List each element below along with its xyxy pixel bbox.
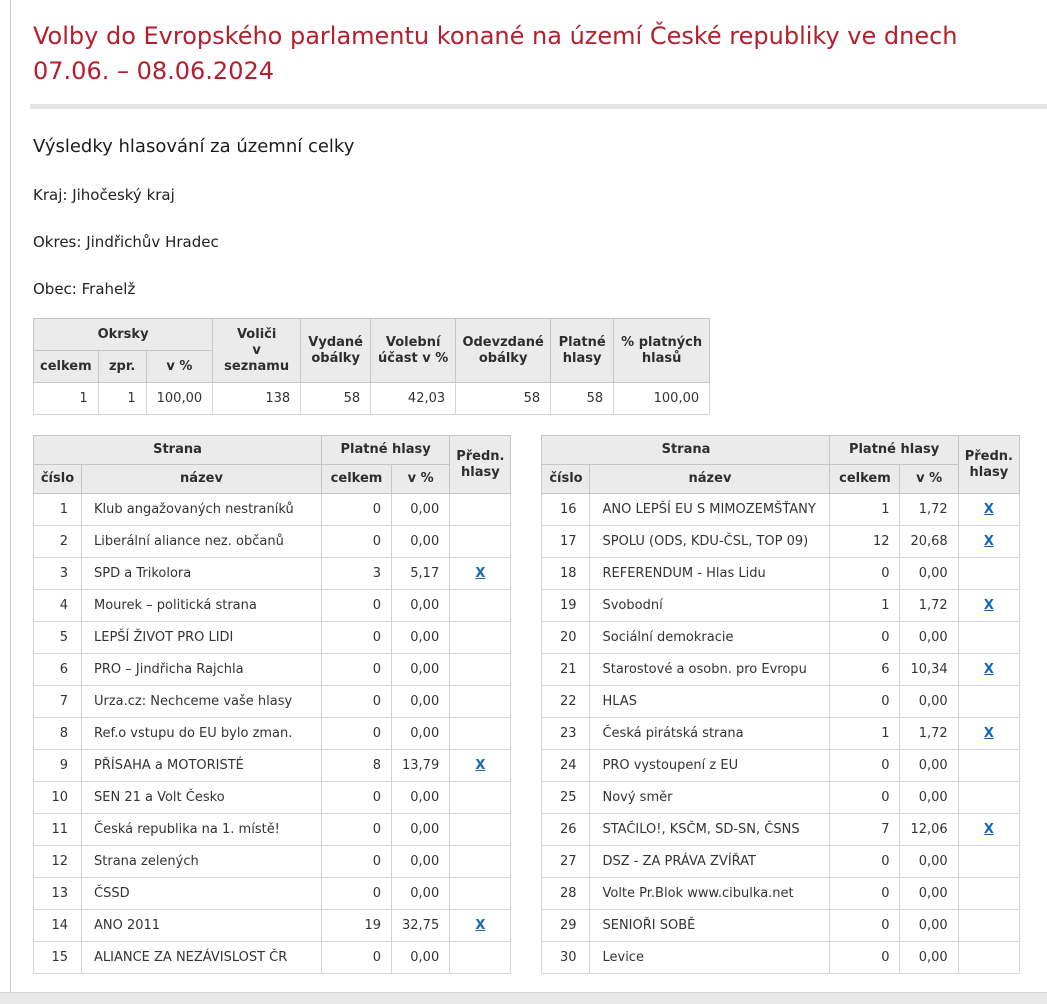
party-name: HLAS bbox=[590, 686, 830, 718]
party-number: 30 bbox=[542, 942, 590, 974]
party-votes-total: 0 bbox=[830, 878, 900, 910]
party-tables-container bbox=[33, 435, 1047, 974]
party-votes-total: 1 bbox=[830, 590, 900, 622]
party-votes-total: 0 bbox=[322, 846, 392, 878]
party-row bbox=[34, 814, 511, 846]
party-pref-cell bbox=[958, 654, 1019, 686]
header-okrsky-celkem: celkem bbox=[34, 351, 99, 383]
party-number: 26 bbox=[542, 814, 590, 846]
party-row bbox=[34, 558, 511, 590]
region-kraj bbox=[33, 186, 1047, 204]
party-name: REFERENDUM - Hlas Lidu bbox=[590, 558, 830, 590]
party-pref-cell bbox=[958, 814, 1019, 846]
party-row bbox=[34, 878, 511, 910]
party-name: Mourek – politická strana bbox=[82, 590, 322, 622]
page-title bbox=[33, 19, 1047, 89]
party-votes-total: 0 bbox=[830, 558, 900, 590]
party-votes-percent: 0,00 bbox=[392, 718, 450, 750]
party-votes-total: 0 bbox=[830, 942, 900, 974]
preferential-votes-link[interactable]: X bbox=[475, 918, 486, 933]
party-votes-percent: 0,00 bbox=[900, 846, 958, 878]
party-row bbox=[542, 782, 1019, 814]
party-name: Klub angažovaných nestraníků bbox=[82, 494, 322, 526]
party-number: 11 bbox=[34, 814, 82, 846]
party-votes-total: 0 bbox=[322, 526, 392, 558]
party-row bbox=[34, 654, 511, 686]
party-name: SPOLU (ODS, KDU-ČSL, TOP 09) bbox=[590, 526, 830, 558]
party-votes-percent: 0,00 bbox=[900, 782, 958, 814]
okres-label: Okres: bbox=[33, 233, 82, 251]
party-name: Liberální aliance nez. občanů bbox=[82, 526, 322, 558]
party-votes-percent: 10,34 bbox=[900, 654, 958, 686]
page-title-line2: 07.06. – 08.06.2024 bbox=[33, 57, 275, 85]
party-number: 18 bbox=[542, 558, 590, 590]
party-row bbox=[34, 942, 511, 974]
party-votes-total: 0 bbox=[322, 622, 392, 654]
frame-bottom-strip bbox=[0, 992, 1047, 1004]
kraj-label: Kraj: bbox=[33, 186, 68, 204]
party-name: Nový směr bbox=[590, 782, 830, 814]
header-platne-hlasy-group: Platné hlasy bbox=[322, 436, 450, 465]
party-row bbox=[34, 782, 511, 814]
header-v-pct: v % bbox=[392, 465, 450, 494]
party-number: 3 bbox=[34, 558, 82, 590]
header-predn-hlasy: Předn. hlasy bbox=[958, 436, 1019, 494]
party-number: 6 bbox=[34, 654, 82, 686]
section-title: Výsledky hlasování za územní celky bbox=[33, 136, 355, 157]
party-votes-percent: 0,00 bbox=[392, 686, 450, 718]
party-pref-cell bbox=[958, 494, 1019, 526]
party-votes-total: 8 bbox=[322, 750, 392, 782]
party-row bbox=[34, 526, 511, 558]
page-title-line1: Volby do Evropského parlamentu konané na území České republiky ve dnech bbox=[33, 22, 958, 50]
platne-hlasy-value: 58 bbox=[551, 383, 614, 415]
party-votes-total: 1 bbox=[830, 718, 900, 750]
party-pref-cell bbox=[450, 590, 511, 622]
summary-row bbox=[34, 383, 710, 415]
obec-label: Obec: bbox=[33, 280, 77, 298]
party-number: 15 bbox=[34, 942, 82, 974]
header-cislo: číslo bbox=[542, 465, 590, 494]
party-votes-percent: 0,00 bbox=[392, 494, 450, 526]
header-nazev: název bbox=[82, 465, 322, 494]
party-votes-percent: 1,72 bbox=[900, 718, 958, 750]
party-votes-percent: 1,72 bbox=[900, 494, 958, 526]
party-pref-cell bbox=[450, 782, 511, 814]
party-votes-total: 0 bbox=[322, 686, 392, 718]
header-predn-hlasy: Předn. hlasy bbox=[450, 436, 511, 494]
party-name: DSZ - ZA PRÁVA ZVÍŘAT bbox=[590, 846, 830, 878]
odevzdane-obalky-value: 58 bbox=[456, 383, 551, 415]
party-votes-total: 0 bbox=[322, 718, 392, 750]
party-votes-percent: 0,00 bbox=[392, 654, 450, 686]
party-votes-total: 0 bbox=[830, 622, 900, 654]
party-row bbox=[34, 590, 511, 622]
preferential-votes-link[interactable]: X bbox=[983, 726, 994, 741]
party-votes-percent: 0,00 bbox=[392, 846, 450, 878]
pct-platnych-hlasu-value: 100,00 bbox=[614, 383, 710, 415]
party-pref-cell bbox=[450, 558, 511, 590]
party-number: 2 bbox=[34, 526, 82, 558]
preferential-votes-link[interactable]: X bbox=[983, 662, 994, 677]
party-votes-percent: 12,06 bbox=[900, 814, 958, 846]
party-number: 24 bbox=[542, 750, 590, 782]
header-platne-hlasy-group: Platné hlasy bbox=[830, 436, 958, 465]
okrsky-celkem-value: 1 bbox=[34, 383, 99, 415]
party-number: 9 bbox=[34, 750, 82, 782]
party-pref-cell bbox=[450, 750, 511, 782]
party-pref-cell bbox=[450, 654, 511, 686]
party-pref-cell bbox=[958, 878, 1019, 910]
party-votes-percent: 0,00 bbox=[392, 814, 450, 846]
party-number: 27 bbox=[542, 846, 590, 878]
header-vydane-obalky: Vydané obálky bbox=[301, 319, 371, 383]
party-number: 29 bbox=[542, 910, 590, 942]
preferential-votes-link[interactable]: X bbox=[983, 822, 994, 837]
party-row bbox=[542, 590, 1019, 622]
party-name: Sociální demokracie bbox=[590, 622, 830, 654]
party-votes-total: 3 bbox=[322, 558, 392, 590]
party-pref-cell bbox=[958, 622, 1019, 654]
header-v-pct: v % bbox=[900, 465, 958, 494]
party-number: 28 bbox=[542, 878, 590, 910]
preferential-votes-link[interactable]: X bbox=[475, 566, 486, 581]
party-votes-percent: 1,72 bbox=[900, 590, 958, 622]
party-votes-percent: 0,00 bbox=[392, 782, 450, 814]
okres-value: Jindřichův Hradec bbox=[86, 233, 219, 251]
party-votes-total: 0 bbox=[322, 814, 392, 846]
party-row bbox=[542, 526, 1019, 558]
preferential-votes-link[interactable]: X bbox=[983, 598, 994, 613]
party-votes-total: 0 bbox=[830, 782, 900, 814]
party-votes-percent: 0,00 bbox=[900, 686, 958, 718]
party-number: 19 bbox=[542, 590, 590, 622]
party-number: 1 bbox=[34, 494, 82, 526]
party-pref-cell bbox=[958, 942, 1019, 974]
party-pref-cell bbox=[450, 526, 511, 558]
party-pref-cell bbox=[958, 526, 1019, 558]
party-name: SEN 21 a Volt Česko bbox=[82, 782, 322, 814]
party-votes-total: 19 bbox=[322, 910, 392, 942]
party-votes-percent: 0,00 bbox=[392, 526, 450, 558]
party-pref-cell bbox=[958, 910, 1019, 942]
header-cislo: číslo bbox=[34, 465, 82, 494]
party-votes-total: 6 bbox=[830, 654, 900, 686]
header-celkem: celkem bbox=[322, 465, 392, 494]
party-row bbox=[542, 718, 1019, 750]
header-platne-hlasy: Platné hlasy bbox=[551, 319, 614, 383]
party-pref-cell bbox=[450, 686, 511, 718]
party-number: 5 bbox=[34, 622, 82, 654]
party-pref-cell bbox=[450, 846, 511, 878]
party-number: 14 bbox=[34, 910, 82, 942]
party-row bbox=[542, 942, 1019, 974]
party-name: Ref.o vstupu do EU bylo zman. bbox=[82, 718, 322, 750]
region-okres bbox=[33, 233, 1047, 251]
party-pref-cell bbox=[450, 622, 511, 654]
header-volebni-ucast: Volební účast v % bbox=[371, 319, 456, 383]
party-row bbox=[542, 494, 1019, 526]
party-number: 20 bbox=[542, 622, 590, 654]
party-votes-total: 0 bbox=[322, 782, 392, 814]
party-table-right bbox=[541, 435, 1019, 974]
party-row bbox=[542, 558, 1019, 590]
party-votes-total: 7 bbox=[830, 814, 900, 846]
party-name: ANO LEPŠÍ EU S MIMOZEMŠŤANY bbox=[590, 494, 830, 526]
frame-left-border bbox=[10, 0, 11, 1004]
party-pref-cell bbox=[958, 558, 1019, 590]
party-votes-percent: 20,68 bbox=[900, 526, 958, 558]
party-votes-percent: 0,00 bbox=[392, 622, 450, 654]
obec-value: Frahelž bbox=[81, 280, 136, 298]
party-row bbox=[542, 846, 1019, 878]
party-votes-total: 0 bbox=[322, 942, 392, 974]
party-pref-cell bbox=[450, 814, 511, 846]
party-votes-percent: 0,00 bbox=[900, 878, 958, 910]
party-votes-percent: 13,79 bbox=[392, 750, 450, 782]
party-votes-percent: 0,00 bbox=[900, 622, 958, 654]
party-name: PŘÍSAHA a MOTORISTÉ bbox=[82, 750, 322, 782]
party-votes-percent: 0,00 bbox=[900, 558, 958, 590]
party-name: Urza.cz: Nechceme vaše hlasy bbox=[82, 686, 322, 718]
party-pref-cell bbox=[450, 942, 511, 974]
preferential-votes-link[interactable]: X bbox=[983, 534, 994, 549]
party-row bbox=[542, 814, 1019, 846]
party-votes-total: 0 bbox=[830, 846, 900, 878]
party-row bbox=[542, 878, 1019, 910]
party-row bbox=[34, 494, 511, 526]
party-pref-cell bbox=[958, 750, 1019, 782]
header-volici-v-seznamu: Voliči v seznamu bbox=[213, 319, 301, 383]
header-strana: Strana bbox=[542, 436, 830, 465]
header-okrsky-zpr: zpr. bbox=[98, 351, 146, 383]
party-name: ANO 2011 bbox=[82, 910, 322, 942]
party-number: 21 bbox=[542, 654, 590, 686]
party-row bbox=[542, 910, 1019, 942]
party-votes-percent: 0,00 bbox=[392, 590, 450, 622]
party-row bbox=[34, 622, 511, 654]
party-pref-cell bbox=[958, 782, 1019, 814]
party-votes-total: 0 bbox=[830, 750, 900, 782]
party-votes-percent: 0,00 bbox=[392, 942, 450, 974]
header-pct-platnych-hlasu: % platných hlasů bbox=[614, 319, 710, 383]
header-okrsky-v-pct: v % bbox=[146, 351, 213, 383]
party-number: 4 bbox=[34, 590, 82, 622]
party-number: 10 bbox=[34, 782, 82, 814]
party-row bbox=[34, 910, 511, 942]
party-number: 12 bbox=[34, 846, 82, 878]
party-name: Svobodní bbox=[590, 590, 830, 622]
party-votes-total: 0 bbox=[322, 494, 392, 526]
party-votes-total: 12 bbox=[830, 526, 900, 558]
party-number: 16 bbox=[542, 494, 590, 526]
party-row bbox=[542, 622, 1019, 654]
party-row bbox=[542, 686, 1019, 718]
party-name: PRO – Jindřicha Rajchla bbox=[82, 654, 322, 686]
party-pref-cell bbox=[450, 718, 511, 750]
header-nazev: název bbox=[590, 465, 830, 494]
party-votes-percent: 0,00 bbox=[392, 878, 450, 910]
party-number: 17 bbox=[542, 526, 590, 558]
party-name: ČSSD bbox=[82, 878, 322, 910]
party-row bbox=[34, 846, 511, 878]
party-name: Starostové a osobn. pro Evropu bbox=[590, 654, 830, 686]
party-name: LEPŠÍ ŽIVOT PRO LIDI bbox=[82, 622, 322, 654]
party-name: PRO vystoupení z EU bbox=[590, 750, 830, 782]
party-votes-percent: 32,75 bbox=[392, 910, 450, 942]
party-row bbox=[542, 654, 1019, 686]
party-pref-cell bbox=[450, 878, 511, 910]
header-strana: Strana bbox=[34, 436, 322, 465]
vydane-obalky-value: 58 bbox=[301, 383, 371, 415]
volebni-ucast-value: 42,03 bbox=[371, 383, 456, 415]
party-votes-total: 0 bbox=[830, 686, 900, 718]
party-number: 7 bbox=[34, 686, 82, 718]
party-row bbox=[34, 718, 511, 750]
party-row bbox=[34, 686, 511, 718]
party-votes-total: 0 bbox=[322, 654, 392, 686]
party-number: 25 bbox=[542, 782, 590, 814]
party-number: 23 bbox=[542, 718, 590, 750]
party-name: SPD a Trikolora bbox=[82, 558, 322, 590]
party-name: Česká republika na 1. místě! bbox=[82, 814, 322, 846]
okrsky-zpr-value: 1 bbox=[98, 383, 146, 415]
party-votes-percent: 0,00 bbox=[900, 910, 958, 942]
party-name: Česká pirátská strana bbox=[590, 718, 830, 750]
kraj-value: Jihočeský kraj bbox=[72, 186, 175, 204]
party-pref-cell bbox=[958, 846, 1019, 878]
party-pref-cell bbox=[450, 494, 511, 526]
region-obec bbox=[33, 280, 1047, 298]
party-name: ALIANCE ZA NEZÁVISLOST ČR bbox=[82, 942, 322, 974]
party-pref-cell bbox=[958, 590, 1019, 622]
preferential-votes-link[interactable]: X bbox=[983, 502, 994, 517]
summary-table bbox=[33, 318, 710, 415]
header-okrsky: Okrsky bbox=[34, 319, 213, 351]
party-row bbox=[542, 750, 1019, 782]
preferential-votes-link[interactable]: X bbox=[475, 758, 486, 773]
party-votes-percent: 5,17 bbox=[392, 558, 450, 590]
party-votes-total: 0 bbox=[830, 910, 900, 942]
party-votes-percent: 0,00 bbox=[900, 750, 958, 782]
party-table-left bbox=[33, 435, 511, 974]
party-number: 13 bbox=[34, 878, 82, 910]
header-celkem: celkem bbox=[830, 465, 900, 494]
party-name: Strana zelených bbox=[82, 846, 322, 878]
party-name: STAČILO!, KSČM, SD-SN, ČSNS bbox=[590, 814, 830, 846]
party-number: 22 bbox=[542, 686, 590, 718]
party-name: SENIOŘI SOBĚ bbox=[590, 910, 830, 942]
party-number: 8 bbox=[34, 718, 82, 750]
party-votes-total: 1 bbox=[830, 494, 900, 526]
party-votes-total: 0 bbox=[322, 878, 392, 910]
party-row bbox=[34, 750, 511, 782]
okrsky-v-pct-value: 100,00 bbox=[146, 383, 213, 415]
party-votes-percent: 0,00 bbox=[900, 942, 958, 974]
party-name: Levice bbox=[590, 942, 830, 974]
party-pref-cell bbox=[958, 718, 1019, 750]
party-pref-cell bbox=[450, 910, 511, 942]
header-odevzdane-obalky: Odevzdané obálky bbox=[456, 319, 551, 383]
party-pref-cell bbox=[958, 686, 1019, 718]
party-votes-total: 0 bbox=[322, 590, 392, 622]
volici-v-seznamu-value: 138 bbox=[213, 383, 301, 415]
party-name: Volte Pr.Blok www.cibulka.net bbox=[590, 878, 830, 910]
title-divider bbox=[30, 104, 1047, 109]
